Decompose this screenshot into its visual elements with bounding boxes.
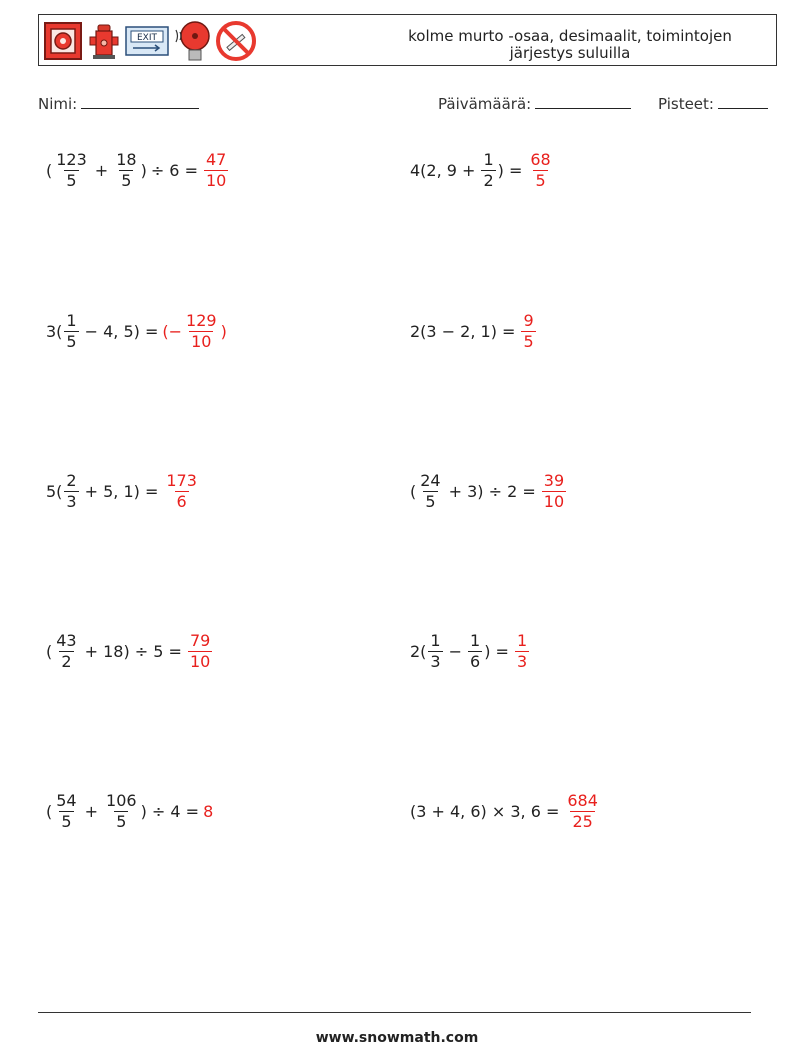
fraction: [418, 471, 442, 512]
problem-1: [46, 146, 230, 194]
numerator: 1: [470, 630, 481, 650]
svg-text:EXIT: EXIT: [136, 33, 158, 43]
worksheet-header: [38, 14, 777, 66]
numerator: 54: [56, 790, 77, 810]
expression-lead: 2(: [410, 641, 427, 661]
title-line-1: kolme murto -osaa, desimaalit, toimintojen: [408, 27, 732, 45]
answer: [202, 150, 230, 191]
numerator: 1: [483, 149, 494, 169]
answer-numerator: 39: [543, 470, 565, 490]
answer-denominator: 10: [543, 491, 565, 511]
denominator: 2: [61, 651, 72, 671]
score-blank[interactable]: [718, 94, 768, 109]
problem-3: [46, 307, 227, 355]
denominator: 6: [470, 651, 481, 671]
problem-7: [46, 627, 214, 675]
date-field: [438, 94, 631, 113]
answer-denominator: 5: [523, 331, 534, 351]
close-paren: ): [140, 160, 147, 180]
expression-mid: − 4, 5) =: [84, 321, 159, 341]
fraction: [481, 150, 495, 191]
expression-lead: (: [46, 641, 53, 661]
fraction: [114, 150, 138, 191]
title-line-2: järjestys suluilla: [509, 44, 631, 62]
fraction: [428, 631, 442, 672]
answer: [162, 471, 201, 512]
problem-8: [410, 627, 531, 675]
numerator: 2: [66, 470, 77, 490]
score-label: Pisteet:: [658, 95, 714, 113]
fraction: [54, 150, 89, 191]
name-label: Nimi:: [38, 95, 78, 113]
no-smoking-icon: [215, 20, 257, 62]
problem-6: [410, 467, 568, 515]
answer-denominator: 10: [205, 170, 227, 190]
operator: +: [84, 801, 99, 821]
answer-denominator: 10: [191, 331, 212, 351]
expression-tail: ÷ 6 =: [150, 160, 198, 180]
expression-lead: 3(: [46, 321, 63, 341]
numerator: 1: [430, 630, 441, 650]
answer-numerator: 79: [189, 630, 211, 650]
worksheet-title: [380, 28, 760, 62]
fire-hydrant-icon: [87, 21, 121, 61]
denominator: 5: [121, 170, 132, 190]
date-label: Päivämäärä:: [438, 95, 532, 113]
fraction: [104, 791, 139, 832]
expression-mid: + 5, 1) =: [84, 481, 159, 501]
expression-tail: ) =: [484, 641, 509, 661]
fire-bell-icon: [173, 20, 211, 62]
denominator: 5: [116, 811, 127, 831]
numerator: 1: [66, 310, 77, 330]
answer: [186, 631, 214, 672]
expression-mid: + 3) ÷ 2 =: [448, 481, 536, 501]
answer-numerator: 47: [205, 149, 227, 169]
expression-lead: (: [410, 481, 417, 501]
expression: 2(3 − 2, 1) =: [410, 321, 516, 341]
date-blank[interactable]: [535, 94, 631, 109]
expression-tail: ) =: [497, 160, 523, 180]
numerator: 24: [420, 470, 441, 490]
fraction: [64, 471, 78, 512]
answer: [513, 631, 531, 672]
problem-5: [46, 467, 201, 515]
expression-tail: ) ÷ 4 =: [140, 801, 200, 821]
answer-numerator: 684: [567, 790, 598, 810]
answer: [526, 150, 554, 191]
denominator: 5: [66, 331, 77, 351]
expression-lead: (: [46, 801, 53, 821]
denominator: 3: [430, 651, 441, 671]
name-field: [38, 94, 199, 113]
answer-denominator: 5: [535, 170, 546, 190]
fraction: [54, 631, 78, 672]
expression-mid: + 18) ÷ 5 =: [84, 641, 182, 661]
fraction: [54, 791, 78, 832]
denominator: 2: [483, 170, 494, 190]
fire-alarm-box-icon: [43, 21, 83, 61]
answer-denominator: 10: [189, 651, 211, 671]
footer-site[interactable]: www.snowmath.com: [315, 1030, 479, 1046]
name-blank[interactable]: [81, 94, 199, 109]
exit-sign-icon: [125, 26, 169, 56]
operator: −: [448, 641, 463, 661]
answer: 8: [203, 801, 214, 821]
answer-numerator: 1: [516, 630, 528, 650]
denominator: 5: [66, 170, 77, 190]
problem-2: [410, 146, 555, 194]
denominator: 5: [61, 811, 72, 831]
numerator: 106: [106, 790, 137, 810]
expression-lead: 5(: [46, 481, 63, 501]
answer: [563, 791, 602, 832]
numerator: 18: [116, 149, 137, 169]
expression: (3 + 4, 6) × 3, 6 =: [410, 801, 560, 821]
operator: +: [94, 160, 109, 180]
denominator: 5: [425, 491, 436, 511]
answer: [519, 311, 537, 352]
answer: [540, 471, 568, 512]
open-paren: (: [46, 160, 53, 180]
footer-divider: [38, 1012, 751, 1013]
answer-numerator: 68: [530, 149, 551, 169]
numerator: 123: [56, 149, 87, 169]
answer-denominator: 6: [176, 491, 187, 511]
problem-9: [46, 787, 213, 835]
denominator: 3: [66, 491, 77, 511]
score-field: [658, 94, 768, 113]
problem-10: [410, 787, 602, 835]
expression-lead: 4(2, 9 +: [410, 160, 476, 180]
answer-denominator: 3: [516, 651, 528, 671]
answer: [162, 311, 226, 352]
answer-numerator: 129: [186, 310, 217, 330]
fraction: [468, 631, 482, 672]
answer-close: ): [220, 321, 227, 341]
icon-strip: [43, 20, 257, 62]
answer-numerator: 9: [523, 310, 534, 330]
numerator: 43: [56, 630, 77, 650]
problem-4: [410, 307, 538, 355]
answer-open: (−: [162, 321, 183, 341]
fraction: [64, 311, 78, 352]
answer-denominator: 25: [572, 811, 593, 831]
answer-numerator: 173: [166, 470, 197, 490]
